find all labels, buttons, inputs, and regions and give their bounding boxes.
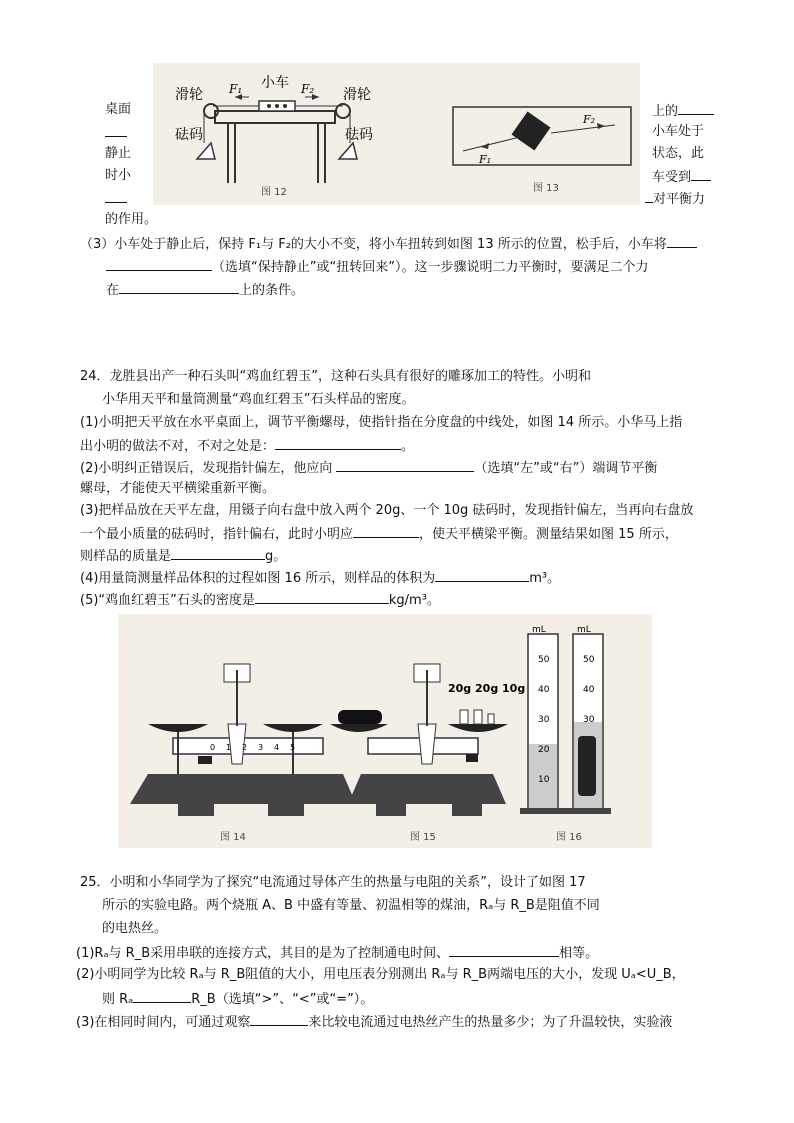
q24-s5 — [80, 589, 440, 611]
fig12-f1: F₁ — [229, 82, 243, 96]
q24-s4b: m³。 — [529, 571, 561, 586]
q23-p3-line1 — [80, 233, 697, 255]
right-line-1 — [652, 100, 714, 122]
graduated-cylinders — [520, 634, 611, 814]
q25-s1 — [76, 942, 598, 964]
q25-s2-line1: (2)小明同学为比较 Rₐ与 R_B阻值的大小，用电压表分别测出 Rₐ与 R_B两端电压的大小，发现 Uₐ<U_B， — [76, 967, 685, 982]
q24-s5a: (5)“鸡血红碧玉”石头的密度是 — [80, 593, 255, 608]
q25-s3a: (3)在相同时间内，可通过观察 — [76, 1015, 251, 1030]
q24-s5b: kg/m³。 — [388, 593, 440, 608]
q25-s2b: 则 Rₐ — [102, 992, 134, 1007]
fig14-caption: 图 14 — [220, 832, 246, 843]
cyl1-ml: mL — [532, 625, 546, 635]
left-line-1: 桌面 — [105, 102, 132, 117]
fig12-f2: F₂ — [301, 82, 315, 96]
q24-s4 — [80, 567, 560, 589]
left-blank-2 — [105, 188, 127, 210]
q24-s2a: (2)小明纠正错误后，发现指针偏左，他应向 — [80, 461, 333, 476]
cyl1-tick-10: 10 — [538, 775, 550, 785]
q24-s3c: ，使天平横梁平衡。测量结果如图 15 所示， — [419, 527, 678, 542]
q24-s1c: 。 — [401, 439, 415, 454]
q24-s1-line2 — [80, 435, 414, 457]
q24-s3-line2 — [80, 523, 678, 545]
fig13-caption: 图 13 — [533, 183, 559, 194]
fig12-apparatus — [197, 94, 357, 183]
q24-s3e: g。 — [265, 549, 287, 564]
scale-tick-2: 2 — [242, 743, 248, 752]
figure-14-16 — [118, 614, 652, 848]
fig13-f1: F₁ — [479, 153, 492, 166]
q24-s2b: （选填“左”或“右”）端调节平衡 — [474, 461, 658, 476]
q24-s3-line1: (3)把样品放在天平左盘，用镊子向右盘中放入两个 20g、一个 10g 砝码时，发现指针偏左，当再向右盘放 — [80, 503, 694, 518]
q23-p3-line3 — [106, 279, 304, 301]
q24-s2-line1 — [80, 457, 657, 479]
q25-intro-2: 所示的实验电路。两个烧瓶 A、B 中盛有等量、初温相等的煤油，Rₐ与 R_B是阻值不同 — [102, 898, 600, 913]
fig12-weight-right: 砝码 — [345, 127, 373, 143]
q23-tail: 的作用。 — [105, 212, 158, 227]
q23-p3-line3-b: 上的条件。 — [239, 283, 305, 298]
q25-s2c: R_B（选填“>”、“<”或“=”）。 — [191, 992, 374, 1007]
right-line-1-text: 上的 — [652, 104, 679, 119]
q24-s3b: 一个最小质量的砝码时，指针偏右，此时小明应 — [80, 527, 354, 542]
cyl1-tick-30: 30 — [538, 715, 550, 725]
q25-s1a: (1)Rₐ与 R_B采用串联的连接方式，其目的是为了控制通电时间、 — [76, 946, 450, 961]
q24-s1b: 出小明的做法不对，不对之处是： — [80, 439, 276, 454]
figure-12-13-drawing — [153, 63, 640, 205]
right-line-5 — [645, 188, 705, 210]
left-blank — [105, 122, 127, 144]
q25-s3b: 来比较电流通过电热丝产生的热量多少；为了升温较快，实验液 — [308, 1015, 673, 1030]
scale-tick-4: 4 — [274, 743, 280, 752]
left-line-3: 静止 — [105, 146, 132, 161]
q23-p3-line2-text: （选填“保持静止”或“扭转回来”）。这一步骤说明二力平衡时，要满足二个力 — [212, 260, 649, 275]
fig16-caption: 图 16 — [556, 832, 582, 843]
scale-tick-1: 1 — [226, 743, 232, 752]
fig12-pulley-right: 滑轮 — [343, 87, 371, 103]
fig12-caption: 图 12 — [261, 187, 287, 198]
cyl1-tick-20: 20 — [538, 745, 550, 755]
cyl2-tick-30: 30 — [583, 715, 595, 725]
balance-fig14 — [130, 664, 356, 816]
q25-intro-3: 的电热丝。 — [102, 921, 168, 936]
q24-intro-2: 小华用天平和量筒测量“鸡血红碧玉”石头样品的密度。 — [102, 392, 415, 407]
cyl1-tick-50: 50 — [538, 655, 550, 665]
q25-s2-line2 — [102, 988, 373, 1010]
q23-p3-line2 — [106, 256, 648, 278]
scale-tick-5: 5 — [290, 743, 296, 752]
fig12-car-label: 小车 — [261, 75, 289, 91]
figure-14-16-drawing — [118, 614, 652, 848]
cyl2-tick-40: 40 — [583, 685, 595, 695]
left-line-4: 时小 — [105, 168, 132, 183]
scale-tick-0: 0 — [210, 743, 216, 752]
cyl1-tick-40: 40 — [538, 685, 550, 695]
right-line-5-text: 对平衡力 — [653, 192, 706, 207]
right-line-4 — [652, 166, 711, 188]
right-line-3: 状态，此 — [652, 146, 705, 161]
q23-p3-line1-text: （3）小车处于静止后，保持 F₁与 F₂的大小不变，将小车扭转到如图 13 所示的位置，松手后，小车将 — [80, 237, 667, 252]
q24-s1-line1: (1)小明把天平放在水平桌面上，调节平衡螺母，使指针指在分度盘的中线处，如图 14 所示。小华马上指 — [80, 415, 683, 430]
fig12-pulley-left: 滑轮 — [175, 87, 203, 103]
cyl2-ml: mL — [577, 625, 591, 635]
cyl2-tick-50: 50 — [583, 655, 595, 665]
fig12-weight-left: 砝码 — [175, 127, 203, 143]
fig13-f2: F₂ — [583, 113, 596, 126]
q24-s3-line3 — [80, 545, 286, 567]
q24-s4a: (4)用量筒测量样品体积的过程如图 16 所示，则样品的体积为 — [80, 571, 436, 586]
right-line-2: 小车处于 — [652, 124, 705, 139]
q24-intro-1: 24．龙胜县出产一种石头叫“鸡血红碧玉”，这种石头具有很好的雕琢加工的特性。小明和 — [80, 369, 592, 384]
q25-s1b: 相等。 — [559, 946, 599, 961]
q23-p3-line3-a: 在 — [106, 283, 120, 298]
fig15-caption: 图 15 — [410, 832, 436, 843]
scale-tick-3: 3 — [258, 743, 264, 752]
q24-s3d: 则样品的质量是 — [80, 549, 172, 564]
figure-12-13 — [153, 63, 640, 205]
fig15-weights-label: 20g 20g 10g — [448, 682, 526, 695]
q25-s3 — [76, 1011, 672, 1033]
right-line-4-text: 车受到 — [652, 170, 692, 185]
q25-intro-1: 25．小明和小华同学为了探究“电流通过导体产生的热量与电阻的关系”，设计了如图 17 — [80, 875, 586, 890]
q24-s2-line2: 螺母，才能使天平横梁重新平衡。 — [80, 481, 276, 496]
